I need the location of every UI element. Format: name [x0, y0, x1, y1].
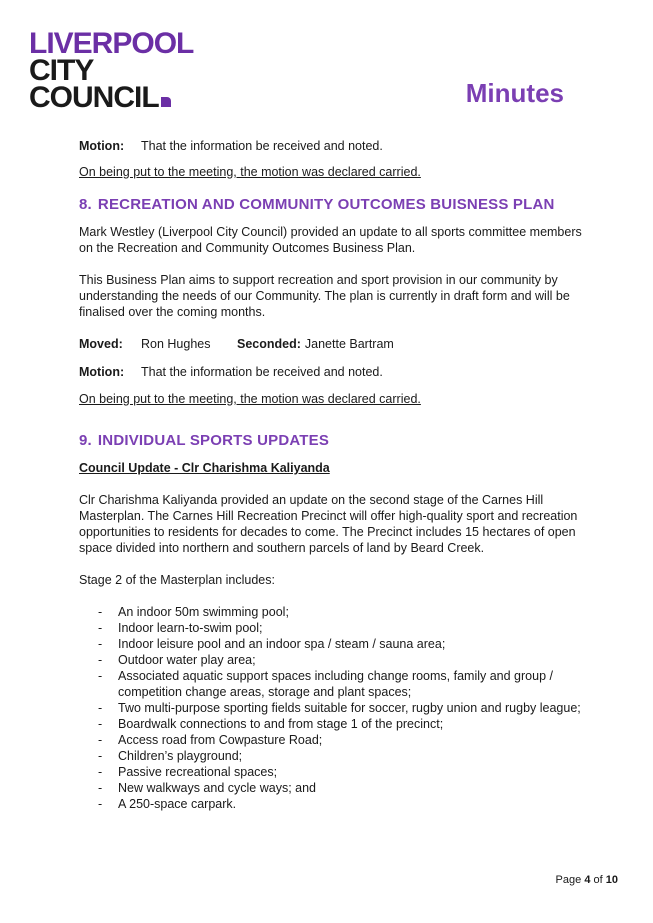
- bullet-dash: -: [98, 701, 103, 715]
- seconded-name: Janette Bartram: [304, 337, 394, 351]
- motion-row: [79, 138, 589, 154]
- bullet-dash: -: [98, 765, 103, 779]
- bullet-dash: -: [98, 797, 103, 811]
- list-item-text: Passive recreational spaces;: [118, 765, 278, 779]
- moved-row: [79, 336, 589, 352]
- section-heading-8: 8. RECREATION AND COMMUNITY OUTCOMES BUISNESS PLAN: [79, 196, 555, 213]
- bullet-dash: -: [98, 781, 103, 795]
- logo-mark-icon: [161, 97, 171, 107]
- of-word: of: [593, 874, 603, 886]
- list-item: [79, 636, 589, 652]
- section8-paragraph-2: This Business Plan aims to support recreation and sport provision in our community by understanding the needs of our Community. The plan is currently in draft form and will be finalised over the coming months.: [79, 273, 570, 319]
- document-title: Minutes: [465, 78, 564, 108]
- list-item-text: A 250-space carpark.: [118, 797, 237, 811]
- carried-statement: On being put to the meeting, the motion was declared carried.: [79, 165, 421, 179]
- council-update-subheading: Council Update - Clr Charishma Kaliyanda: [79, 461, 330, 475]
- section9-paragraph-2: Stage 2 of the Masterplan includes:: [79, 573, 275, 587]
- bullet-dash: -: [98, 653, 103, 667]
- list-item: [79, 716, 589, 732]
- list-item-text: Associated aquatic support spaces including change rooms, family and group / competition change areas, storage and plant spaces;: [118, 669, 553, 699]
- current-page: 4: [584, 874, 591, 886]
- motion-row-2: [79, 364, 589, 380]
- bullet-dash: -: [98, 749, 103, 763]
- motion-label: Motion:: [79, 139, 125, 153]
- bullet-dash: -: [98, 717, 103, 731]
- moved-label: Moved:: [79, 337, 123, 351]
- list-item: [79, 620, 589, 636]
- carried-statement-2: On being put to the meeting, the motion was declared carried.: [79, 392, 421, 406]
- motion-label-2: Motion:: [79, 365, 125, 379]
- bullet-dash: -: [98, 621, 103, 635]
- page-word: Page: [555, 874, 582, 886]
- list-item: [79, 780, 589, 796]
- list-item: [79, 748, 589, 764]
- list-item: [79, 652, 589, 668]
- list-item: [79, 700, 589, 716]
- list-item-text: Boardwalk connections to and from stage 1 of the precinct;: [118, 717, 444, 731]
- stage2-list: [79, 604, 589, 812]
- motion-text-2: That the information be received and noted.: [141, 365, 383, 379]
- list-item-text: Outdoor water play area;: [118, 653, 256, 667]
- list-item: [79, 764, 589, 780]
- council-logo: [29, 27, 194, 114]
- list-item-text: An indoor 50m swimming pool;: [118, 605, 289, 619]
- list-item-text: Access road from Cowpasture Road;: [118, 733, 323, 747]
- list-item-text: Children’s playground;: [118, 749, 243, 763]
- list-item: [79, 732, 589, 748]
- list-item: [79, 796, 589, 812]
- list-item-text: Indoor learn-to-swim pool;: [118, 621, 263, 635]
- section9-paragraph-1: Clr Charishma Kaliyanda provided an update on the second stage of the Carnes Hill Masterplan. The Carnes Hill Recreation Precinct will offer high-quality sport and recreation opportunities to residents for decades to come. The Precinct includes 15 hectares of open space divided into northern and southern parcels of land by Beard Creek.: [79, 493, 578, 555]
- logo-line-council: COUNCIL: [29, 84, 193, 111]
- list-item: [79, 604, 589, 620]
- logo-line-liverpool: LIVERPOOL: [29, 27, 194, 60]
- total-pages: 10: [605, 874, 618, 886]
- motion-text: That the information be received and noted.: [141, 139, 383, 153]
- list-item-text: Two multi-purpose sporting fields suitable for soccer, rugby union and rugby league;: [118, 701, 581, 715]
- logo-line-city: CITY: [29, 54, 94, 87]
- list-item: [79, 668, 589, 700]
- moved-name: Ron Hughes: [141, 337, 211, 351]
- page-footer: [556, 874, 618, 886]
- section8-paragraph-1: Mark Westley (Liverpool City Council) provided an update to all sports committee members on the Recreation and Community Outcomes Business Plan.: [79, 225, 582, 255]
- list-item-text: New walkways and cycle ways; and: [118, 781, 316, 795]
- bullet-dash: -: [98, 605, 103, 619]
- section-heading-9: 9. INDIVIDUAL SPORTS UPDATES: [79, 432, 330, 449]
- list-item-text: Indoor leisure pool and an indoor spa / steam / sauna area;: [118, 637, 446, 651]
- page-content: [79, 138, 589, 812]
- bullet-dash: -: [98, 669, 103, 683]
- bullet-dash: -: [98, 637, 103, 651]
- seconded-label: Seconded:: [237, 337, 301, 351]
- bullet-dash: -: [98, 733, 103, 747]
